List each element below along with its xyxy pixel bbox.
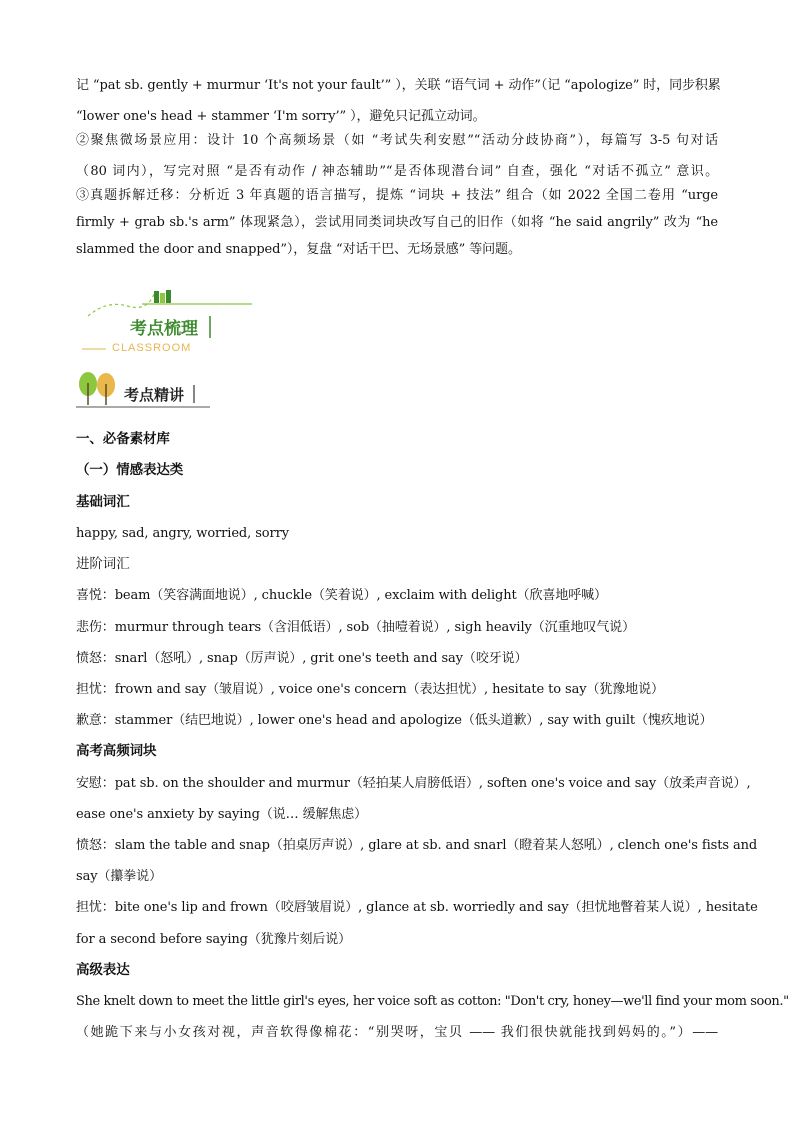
vocab-item: 喜悦：beam（笑容满面地说）, chuckle（笑着说）, exclaim with delight（欣喜地呼喊） [76, 588, 607, 603]
intro-line: ③真题拆解迁移：分析近 3 年真题的语言描写，提炼 “词块 + 技法” 组合（如 2022 全国二卷用 “urge [76, 188, 718, 203]
heading-level1: 一、必备素材库 [76, 431, 170, 447]
vocab-item: 愤怒：snarl（怒吼）, snap（厉声说）, grit one's teeth and say（咬牙说） [76, 651, 528, 666]
intro-line: （80 词内），写完对照 “是否有动作 / 神态辅助”“是否体现潜台词” 自查，强化 “对话不孤立” 意识。 [76, 164, 718, 179]
chunk-line: say（攥拳说） [76, 869, 162, 884]
label-advanced-expression: 高级表达 [76, 962, 130, 978]
section-title: 考点精讲 [124, 386, 185, 404]
basic-vocab-list: happy, sad, angry, worried, sorry [76, 526, 289, 541]
label-chunks: 高考高频词块 [76, 743, 157, 759]
intro-line: ②聚焦微场景应用：设计 10 个高频场景（如 “考试失利安慰”“活动分歧协商”），每篇写 3-5 句对话 [76, 133, 718, 148]
chunk-line: ease one's anxiety by saying（说… 缓解焦虑） [76, 807, 368, 822]
classroom-banner [82, 286, 254, 358]
label-advanced-vocab: 进阶词汇 [76, 556, 130, 572]
intro-line: “lower one's head + stammer ‘I'm sorry’” ），避免只记孤立动词。 [76, 109, 486, 124]
section-header [76, 371, 216, 411]
intro-line: firmly + grab sb.'s arm” 体现紧急），尝试用同类词块改写自己的旧作（如将 “he said angrily” 改为 “he [76, 215, 718, 230]
chunk-line: 担忧：bite one's lip and frown（咬唇皱眉说）, glance at sb. worriedly and say（担忧地瞥着某人说）, hesitate [76, 900, 758, 915]
intro-line: slammed the door and snapped”），复盘 “对话干巴、无场景感” 等问题。 [76, 242, 521, 257]
banner-title: 考点梳理 [130, 319, 198, 339]
chunk-line: 安慰：pat sb. on the shoulder and murmur（轻拍某人肩膀低语）, soften one's voice and say（放柔声音说）, [76, 776, 751, 791]
heading-level2: （一）情感表达类 [76, 462, 184, 478]
label-basic-vocab: 基础词汇 [76, 494, 130, 510]
advanced-line: （她跪下来与小女孩对视，声音软得像棉花：“别哭呀，宝贝 —— 我们很快就能找到妈妈的。”）—— [76, 1025, 718, 1040]
chunk-line: 愤怒：slam the table and snap（拍桌厉声说）, glare at sb. and snarl（瞪着某人怒吼）, clench one's fists and [76, 838, 758, 853]
intro-line: 记 “pat sb. gently + murmur ‘It's not your fault’” ），关联 “语气词 + 动作”（记 “apologize” 时，同步积累 [76, 78, 721, 93]
chunk-line: for a second before saying（犹豫片刻后说） [76, 932, 352, 947]
vocab-item: 悲伤：murmur through tears（含泪低语）, sob（抽噎着说）, sigh heavily（沉重地叹气说） [76, 620, 635, 635]
advanced-line: She knelt down to meet the little girl's eyes, her voice soft as cotton: "Don't cry, honey—we'll find your mom soon." [76, 994, 789, 1009]
vocab-item: 担忧：frown and say（皱眉说）, voice one's concern（表达担忧）, hesitate to say（犹豫地说） [76, 682, 664, 697]
vocab-item: 歉意：stammer（结巴地说）, lower one's head and apologize（低头道歉）, say with guilt（愧疚地说） [76, 713, 713, 728]
banner-subtitle: CLASSROOM [112, 342, 192, 354]
